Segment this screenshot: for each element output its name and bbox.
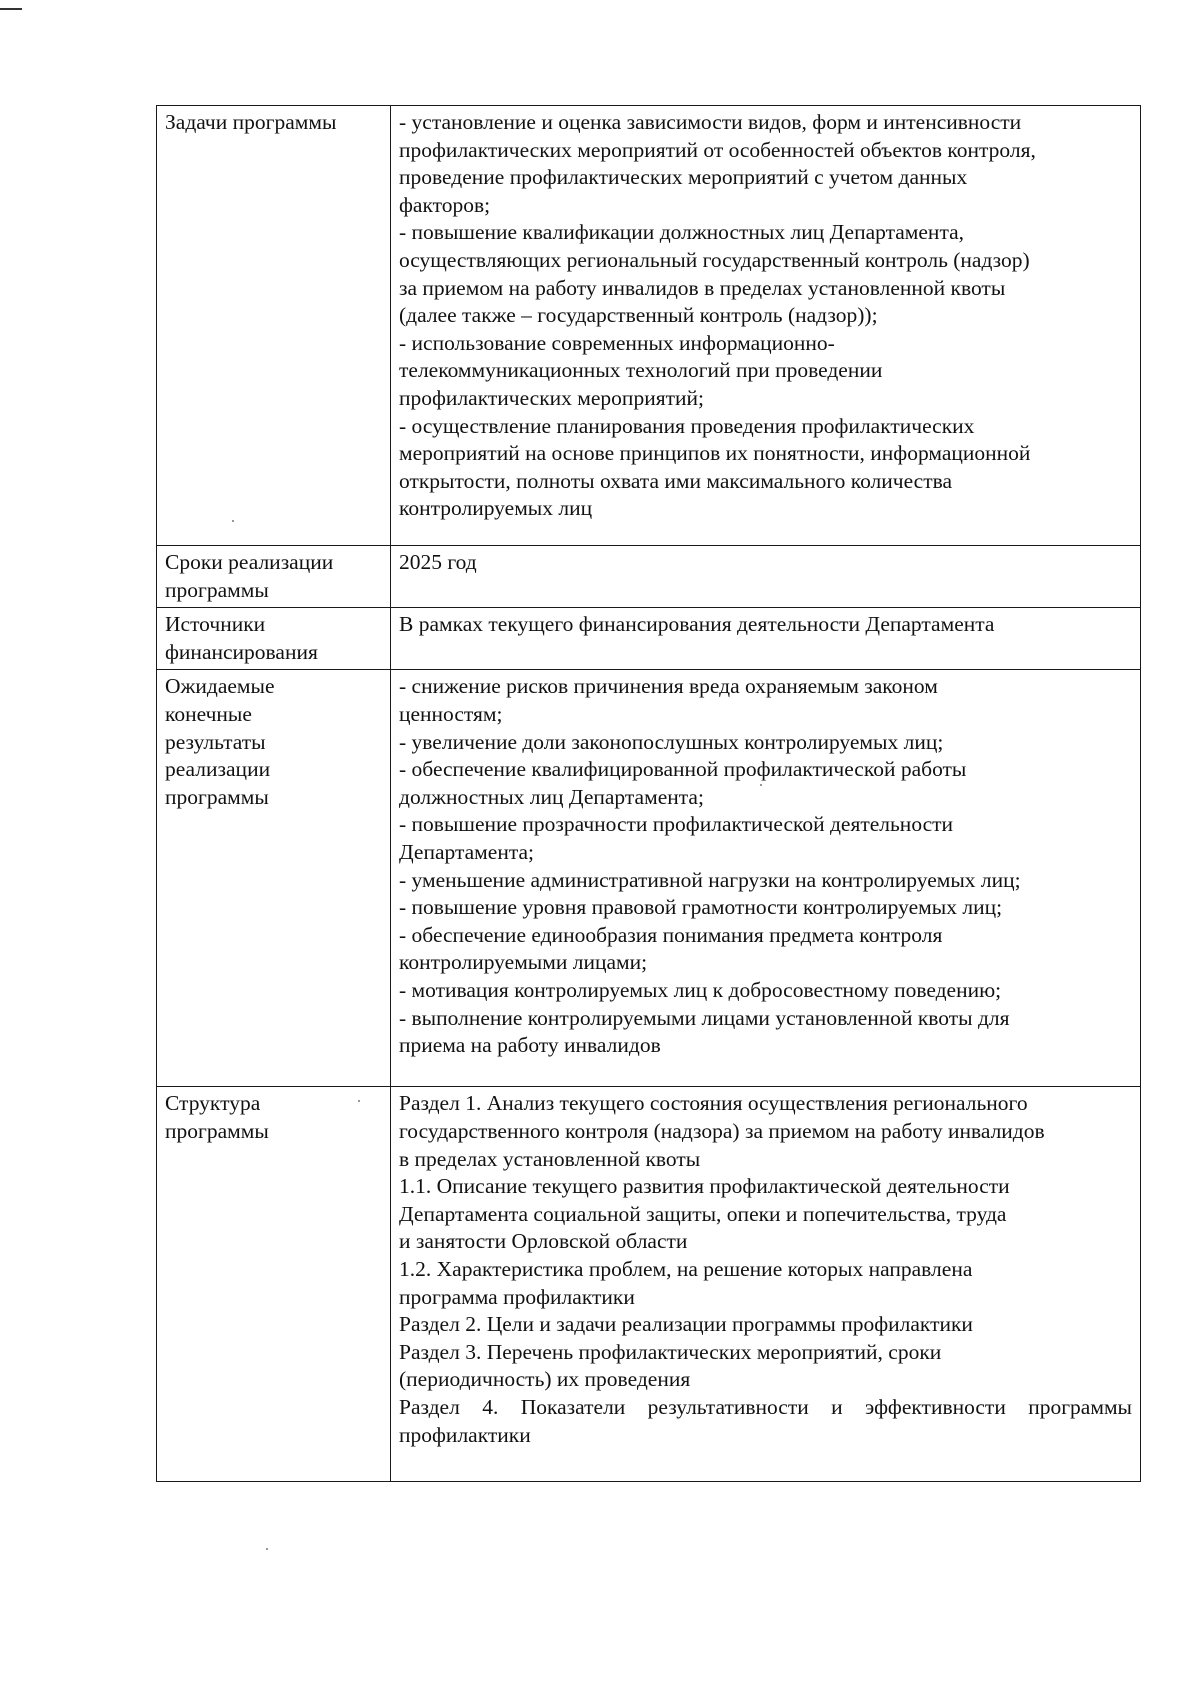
scan-speck [358,1100,360,1102]
content-line: контролируемых лиц [399,496,593,521]
content-line: - осуществление планирования проведения профилактических [399,413,975,438]
content-line: ценностям; [399,701,503,726]
content-line: - выполнение контролируемыми лицами установленной квоты для [399,1005,1010,1030]
label-line: программы [165,1118,269,1143]
content-line: приема на работу инвалидов [399,1033,661,1058]
label-line: программы [165,577,269,602]
row-label-timeframe [157,546,391,608]
row-label-structure [157,1087,391,1482]
content-line: - повышение уровня правовой грамотности контролируемых лиц; [399,895,1003,920]
content-line: программа профилактики [399,1284,635,1309]
content-line: 1.1. Описание текущего развития профилактической деятельности [399,1174,1010,1199]
row-content-timeframe [391,546,1141,608]
content-line: факторов; [399,192,491,217]
content-line: контролируемыми лицами; [399,950,648,975]
content-line: государственного контроля (надзора) за приемом на работу инвалидов [399,1118,1045,1143]
content-line: (далее также – государственный контроль (надзор)); [399,303,878,328]
content-line: Раздел 3. Перечень профилактических мероприятий, сроки [399,1339,942,1364]
content-line: (периодичность) их проведения [399,1367,691,1392]
content-line: - снижение рисков причинения вреда охраняемым законом [399,674,938,699]
label-line: программы [165,784,269,809]
content-line: - увеличение доли законопослушных контролируемых лиц; [399,729,944,754]
content-line: за приемом на работу инвалидов в пределах установленной квоты [399,275,1006,300]
content-line: - обеспечение квалифицированной профилактической работы [399,757,967,782]
content-line: профилактических мероприятий от особенностей объектов контроля, [399,137,1036,162]
scan-corner-mark [0,8,22,10]
content-line: - мотивация контролируемых лиц к добросовестному поведению; [399,977,1002,1002]
row-label-expected-results [157,670,391,1087]
table-row-tasks [157,106,1141,546]
scan-speck [232,520,234,522]
table-row-timeframe [157,546,1141,608]
label-line: Сроки реализации [165,550,334,574]
label-line: финансирования [165,639,318,664]
row-content-funding [391,608,1141,670]
content-line: Департамента; [399,839,535,864]
content-line: 2025 год [399,550,477,574]
content-line: В рамках текущего финансирования деятельности Департамента [399,612,995,637]
content-line: профилактики [399,1422,531,1447]
content-line: - повышение прозрачности профилактической деятельности [399,812,954,837]
label-line: результаты [165,729,266,754]
label-line: Источники [165,612,266,637]
row-content-expected-results [391,670,1141,1087]
scan-speck [760,784,762,786]
content-line: - повышение квалификации должностных лиц Департамента, [399,220,965,245]
content-line: мероприятий на основе принципов их понятности, информационной [399,441,1031,466]
content-line: - использование современных информационно- [399,330,835,355]
content-line: в пределах установленной квоты [399,1146,701,1171]
table-row-expected-results [157,670,1141,1087]
content-line: - уменьшение административной нагрузки на контролируемых лиц; [399,867,1021,892]
program-passport-table [156,105,1141,1482]
label-line: Структура [165,1091,261,1116]
table-row-funding [157,608,1141,670]
content-line: должностных лиц Департамента; [399,784,704,809]
label-line: конечные [165,701,252,726]
row-content-tasks [391,106,1141,546]
row-label-funding [157,608,391,670]
content-line: 1.2. Характеристика проблем, на решение которых направлена [399,1256,973,1281]
content-line: осуществляющих региональный государственный контроль (надзор) [399,247,1030,272]
row-content-structure [391,1087,1141,1482]
scan-speck [266,1548,268,1550]
content-line: - обеспечение единообразия понимания предмета контроля [399,922,943,947]
table-row-structure [157,1087,1141,1482]
content-line: и занятости Орловской области [399,1229,688,1254]
content-line: Раздел 2. Цели и задачи реализации программы профилактики [399,1312,973,1337]
label-line: Ожидаемые [165,674,275,699]
content-line: Раздел 1. Анализ текущего состояния осуществления регионального [399,1091,1028,1116]
content-line: Раздел 4. Показатели результативности и эффективности программы [399,1394,1132,1419]
label-line: Задачи программы [165,110,337,134]
content-line: - установление и оценка зависимости видов, форм и интенсивности [399,110,1022,134]
row-label-tasks [157,106,391,546]
content-line: профилактических мероприятий; [399,385,704,410]
content-line: телекоммуникационных технологий при проведении [399,358,883,383]
content-line: проведение профилактических мероприятий с учетом данных [399,165,968,190]
label-line: реализации [165,757,271,782]
content-line: Департамента социальной защиты, опеки и попечительства, труда [399,1201,1007,1226]
content-line: открытости, полноты охвата ими максимального количества [399,468,953,493]
